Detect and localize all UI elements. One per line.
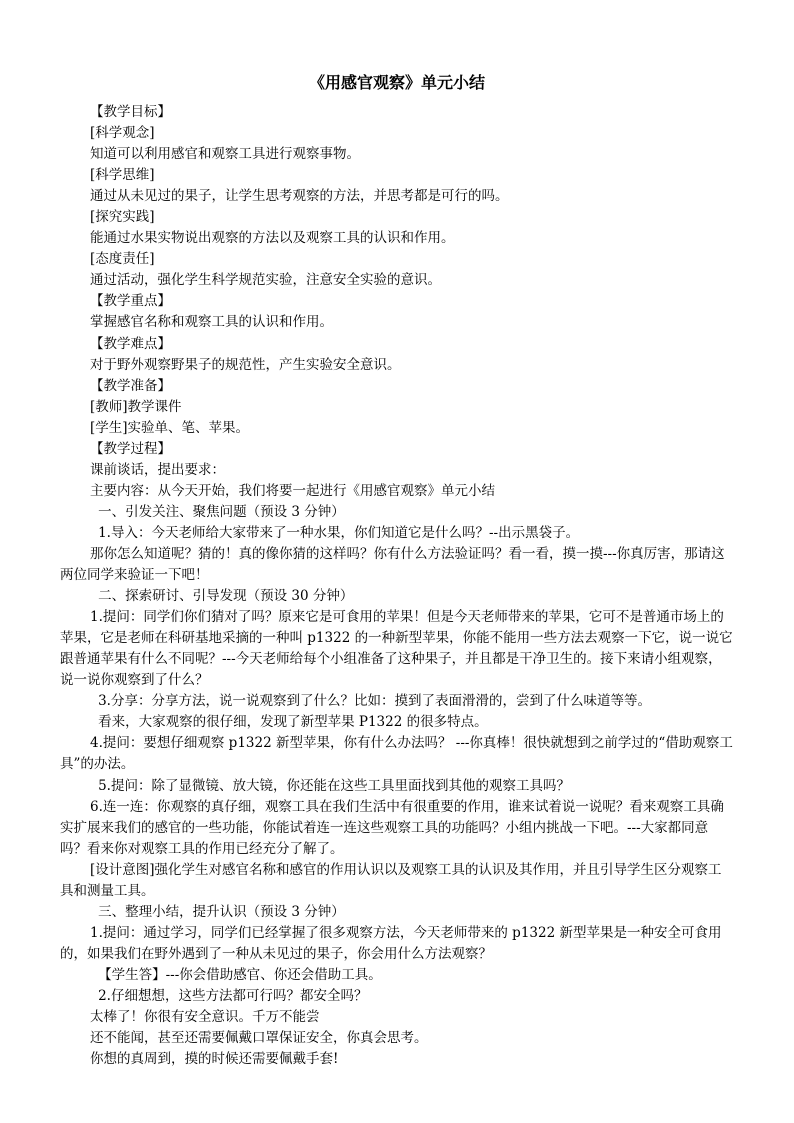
paragraph: 主要内容：从今天开始，我们将要一起进行《用感官观察》单元小结 — [90, 482, 495, 499]
subsection-label: [科学思维] — [90, 167, 155, 184]
paragraph: 1.提问：同学们你们猜对了吗？原来它是可食用的苹果！但是今天老师带来的苹果，它可不是普通市场上的苹果，它是老师在科研基地采摘的一种叫 p1322 的一种新型苹果，你能不能用一些方法去观察一下它，说一说它跟普通苹果有什么不同呢？---今天老师给每个小组准备了这种果子，并且都是干净卫生的。接下来请小组观察，说一说你观察到了什么？ — [60, 609, 733, 689]
section-heading: 【教学难点】 — [90, 335, 171, 352]
design-intent: [设计意图]强化学生对感官名称和感官的作用认识以及观察工具的认识及其作用，并且引导学生区分观察工具和测量工具。 — [60, 861, 722, 899]
subsection-label: [科学观念] — [90, 125, 155, 142]
paragraph: 太棒了！你很有安全意识。千万不能尝 — [90, 1009, 320, 1026]
paragraph: 知道可以利用感官和观察工具进行观察事物。 — [90, 146, 360, 163]
subsection-label: [态度责任] — [90, 251, 155, 268]
paragraph: 2.仔细想想，这些方法都可行吗？都安全吗？ — [98, 987, 368, 1004]
paragraph: 那你怎么知道呢？猜的！真的像你猜的这样吗？你有什么方法验证吗？看一看，摸一摸---你真厉害，那请这两位同学来验证一下吧！ — [60, 545, 725, 584]
paragraph: 【学生答】---你会借助感官、你还会借助工具。 — [98, 966, 382, 983]
step-heading: 二、探索研讨、引导发现（预设 30 分钟） — [98, 588, 354, 605]
subsection-label: [探究实践] — [90, 209, 155, 226]
section-heading: 【教学重点】 — [90, 293, 171, 310]
document-title: 《用感官观察》单元小结 — [308, 73, 485, 92]
paragraph: 你想的真周到，摸的时候还需要佩戴手套! — [90, 1051, 339, 1068]
paragraph: 通过活动，强化学生科学规范实验，注意安全实验的意识。 — [90, 272, 441, 289]
paragraph: [学生]实验单、笔、苹果。 — [90, 419, 250, 436]
paragraph: 3.分享：分享方法，说一说观察到了什么？比如：摸到了表面滑滑的，尝到了什么味道等等。 — [98, 693, 651, 710]
paragraph: 还不能闻，甚至还需要佩戴口罩保证安全，你真会思考。 — [90, 1030, 428, 1047]
paragraph: 6.连一连：你观察的真仔细，观察工具在我们生活中有很重要的作用，谁来试着说一说呢？看来观察工具确实扩展来我们的感官的一些功能，你能试着连一连这些观察工具的功能吗？小组内挑战一下吧。---大家都同意吗？看来你对观察工具的作用已经充分了解了。 — [60, 798, 724, 857]
paragraph: 看来，大家观察的很仔细，发现了新型苹果 P1322 的很多特点。 — [98, 714, 488, 731]
document-body — [60, 102, 735, 1070]
section-heading: 【教学过程】 — [90, 440, 171, 457]
paragraph: 能通过水果实物说出观察的方法以及观察工具的认识和作用。 — [90, 230, 455, 247]
step-heading: 一、引发关注、聚焦问题（预设 3 分钟） — [98, 503, 345, 520]
paragraph: 课前谈话，提出要求： — [90, 461, 225, 478]
paragraph: 通过从未见过的果子，让学生思考观察的方法，并思考都是可行的吗。 — [90, 188, 509, 205]
paragraph: 5.提问：除了显微镜、放大镜，你还能在这些工具里面找到其他的观察工具吗？ — [98, 777, 570, 794]
paragraph: [教师]教学课件 — [90, 398, 182, 415]
step-heading: 三、整理小结，提升认识（预设 3 分钟） — [98, 903, 345, 920]
section-heading: 【教学准备】 — [90, 377, 171, 394]
paragraph: 掌握感官名称和观察工具的认识和作用。 — [90, 314, 333, 331]
paragraph: 1.提问：通过学习，同学们已经掌握了很多观察方法，今天老师带来的 p1322 新型苹果是一种安全可食用的，如果我们在野外遇到了一种从未见过的果子，你会用什么方法观察？ — [60, 924, 722, 962]
section-heading: 【教学目标】 — [90, 104, 171, 120]
paragraph: 对于野外观察野果子的规范性，产生实验安全意识。 — [90, 356, 401, 373]
paragraph: 1.导入：今天老师给大家带来了一种水果，你们知道它是什么吗？--出示黑袋子。 — [98, 524, 580, 541]
paragraph: 4.提问：要想仔细观察 p1322 新型苹果，你有什么办法吗？ ---你真棒！很快就想到之前学过的“借助观察工具”的办法。 — [60, 735, 733, 773]
